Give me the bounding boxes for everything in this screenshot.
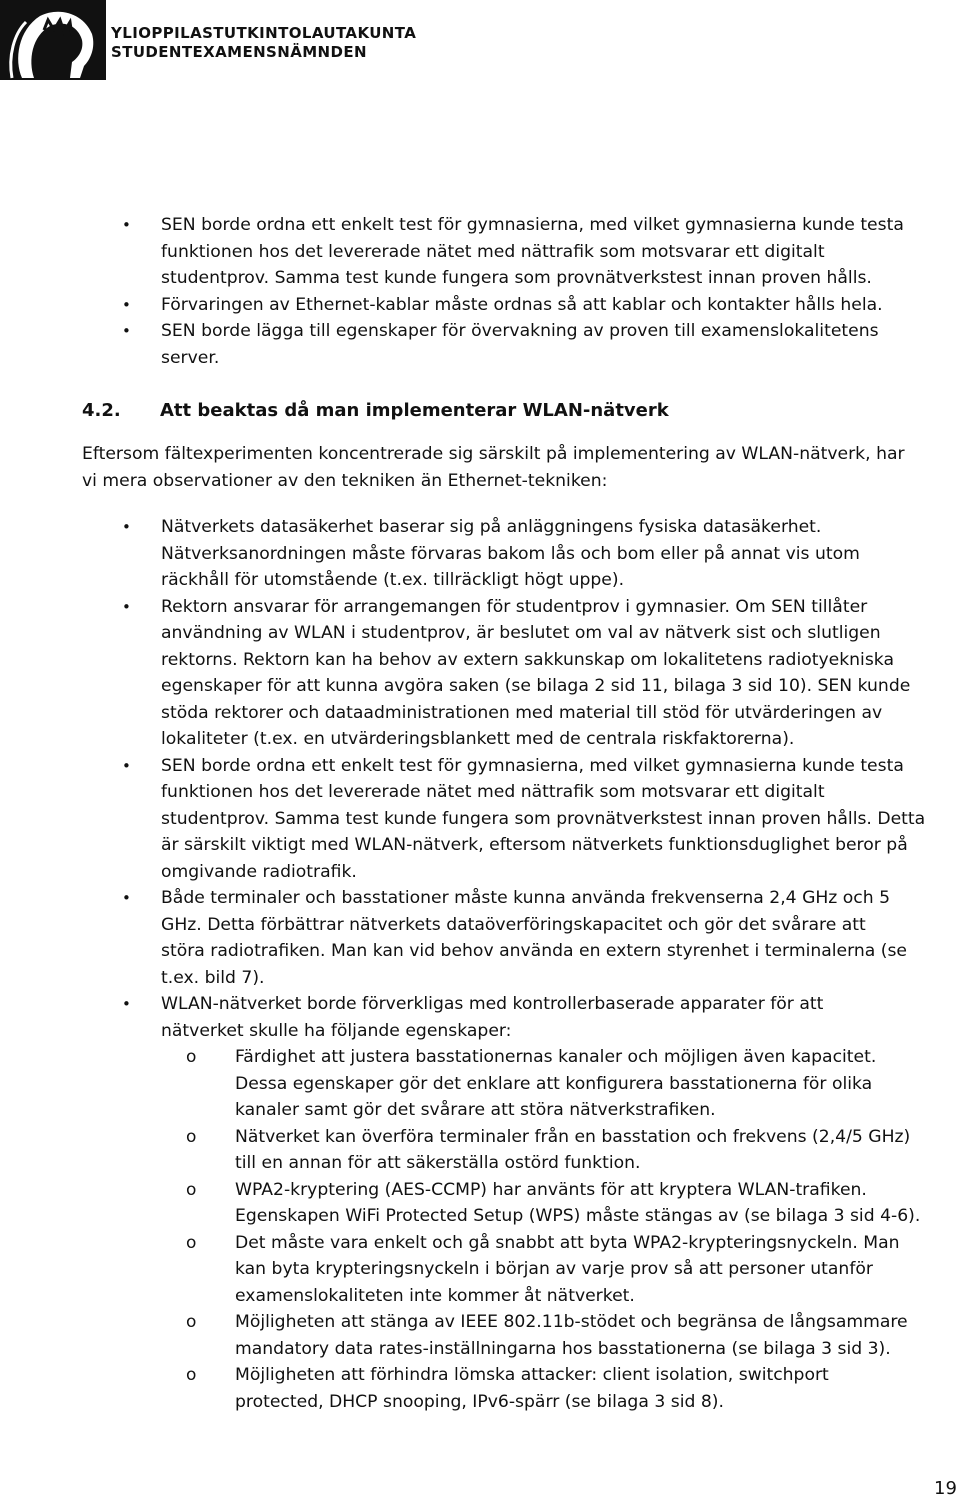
list-item-line: Möjligheten att förhindra lömska attacker: client isolation, switchport: [235, 1365, 829, 1385]
list-item-line: funktionen hos det levererade nätet med nättrafik som motsvarar ett digitalt: [161, 241, 825, 262]
list-item-line: nätverket skulle ha följande egenskaper:: [161, 1020, 512, 1041]
list-item-line: till en annan för att säkerställa ostörd funktion.: [235, 1153, 641, 1173]
section-title: Att beaktas då man implementerar WLAN-nätverk: [160, 400, 669, 421]
bullet-icon: •: [122, 995, 131, 1013]
section-number: 4.2.: [82, 400, 121, 421]
section-heading: [82, 400, 669, 421]
list-item-line: rektorns. Rektorn kan ha behov av extern sakkunskap om lokalitetens radiotyekniska: [161, 649, 894, 670]
intro-line: vi mera observationer av den tekniken än Ethernet-tekniken:: [82, 470, 608, 491]
list-item-line: server.: [161, 347, 220, 368]
list-item-line: stöda rektorer och dataadministrationen med material till stöd för utvärderingen av: [161, 702, 883, 723]
circle-bullet-icon: o: [186, 1126, 197, 1147]
bullet-icon: •: [122, 295, 131, 314]
list-item: [0, 885, 941, 991]
list-item: [0, 753, 941, 886]
list-item-line: omgivande radiotrafik.: [161, 861, 357, 882]
list-item-line: kan byta krypteringsnyckeln i början av varje prov så att personer utanför: [235, 1259, 873, 1279]
list-item-line: lokaliteter (t.ex. en utvärderingsblankett med de centrala riskfaktorerna).: [161, 729, 795, 749]
org-line-1: YLIOPPILASTUTKINTOLAUTAKUNTA: [111, 24, 417, 42]
page-number: 19: [934, 1478, 957, 1499]
list-item-line: studentprov. Samma test kunde fungera som provnätverkstest innan proven hålls.: [161, 268, 872, 288]
list-item-line: protected, DHCP snooping, IPv6-spärr (se bilaga 3 sid 8).: [235, 1391, 724, 1412]
list-item-line: mandatory data rates-inställningarna hos basstationerna (se bilaga 3 sid 3).: [235, 1338, 891, 1359]
list-item-line: Rektorn ansvarar för arrangemangen för studentprov i gymnasier. Om SEN tillåter: [161, 596, 868, 617]
list-item-line: SEN borde ordna ett enkelt test för gymnasierna, med vilket gymnasierna kunde testa: [161, 755, 904, 776]
list-item-line: egenskaper för att kunna avgöra saken (se bilaga 2 sid 11, bilaga 3 sid 10). SEN kunde: [161, 676, 911, 696]
sub-list-item: [0, 1177, 955, 1230]
list-item: [0, 212, 941, 292]
bullet-icon: •: [122, 889, 131, 907]
circle-bullet-icon: o: [186, 1312, 197, 1332]
list-item: [0, 541, 941, 594]
bullet-icon: •: [122, 518, 131, 536]
institution-logo: [0, 0, 106, 80]
list-item-line: Förvaringen av Ethernet-kablar måste ordnas så att kablar och kontakter hålls hela.: [161, 294, 883, 315]
organization-name: [111, 24, 416, 62]
intro-paragraph: [82, 441, 960, 494]
list-item: [0, 991, 941, 1044]
list-item-line: funktionen hos det levererade nätet med nättrafik som motsvarar ett digitalt: [161, 782, 825, 802]
list-item-line: studentprov. Samma test kunde fungera som provnätverkstest innan proven hålls. Detta: [161, 808, 926, 829]
bullet-icon: •: [122, 322, 131, 340]
circle-bullet-icon: o: [186, 1232, 197, 1253]
bullet-list-1: [0, 212, 941, 371]
sub-list-item: [0, 1362, 955, 1415]
list-item-line: Nätverksanordningen måste förvaras bakom lås och bom eller på annat vis utom: [161, 543, 860, 564]
list-item-line: WPA2-kryptering (AES-CCMP) har använts för att kryptera WLAN-trafiken.: [235, 1179, 867, 1200]
bullet-icon: •: [122, 216, 131, 234]
list-item-line: Det måste vara enkelt och gå snabbt att byta WPA2-krypteringsnyckeln. Man: [235, 1232, 900, 1253]
circle-bullet-icon: o: [186, 1365, 197, 1385]
list-item: [0, 292, 941, 319]
sub-list-item: [0, 1124, 955, 1177]
list-item-line: SEN borde lägga till egenskaper för övervakning av proven till examenslokalitetens: [161, 321, 879, 341]
list-item-line: Dessa egenskaper gör det enklare att konfigurera basstationerna för olika: [235, 1073, 873, 1094]
list-item-line: kanaler samt gör det svårare att störa nätverkstrafiken.: [235, 1100, 716, 1120]
list-item-line: SEN borde ordna ett enkelt test för gymnasierna, med vilket gymnasierna kunde testa: [161, 215, 904, 235]
list-item: [0, 594, 941, 753]
bullet-icon: •: [122, 597, 131, 616]
list-item-line: Nätverket kan överföra terminaler från en basstation och frekvens (2,4/5 GHz): [235, 1126, 911, 1147]
list-item-line: Både terminaler och basstationer måste kunna använda frekvenserna 2,4 GHz och 5: [161, 888, 891, 908]
org-line-2: STUDENTEXAMENSNÄMNDEN: [111, 43, 367, 61]
list-item-line: Möjligheten att stänga av IEEE 802.11b-stödet och begränsa de långsammare: [235, 1312, 908, 1332]
list-item-line: räckhåll för utomstående (t.ex. tillräckligt högt uppe).: [161, 570, 625, 590]
list-item-line: examenslokaliteten inte kommer åt nätverket.: [235, 1285, 635, 1306]
list-item-line: Nätverkets datasäkerhet baserar sig på anläggningens fysiska datasäkerhet.: [161, 517, 822, 537]
intro-line: Eftersom fältexperimenten koncentrerade sig särskilt på implementering av WLAN-nätverk, har: [82, 444, 905, 464]
list-item-line: Färdighet att justera basstationernas kanaler och möjligen även kapacitet.: [235, 1047, 877, 1067]
list-item-line: användning av WLAN i studentprov, är beslutet om val av nätverk sist och slutligen: [161, 623, 881, 643]
list-item: [0, 318, 941, 371]
page-header: [0, 0, 960, 80]
bullet-icon: •: [122, 756, 131, 775]
sub-list-item: [0, 1230, 955, 1310]
list-item-line: GHz. Detta förbättrar nätverkets dataöverföringskapacitet och gör det svårare att: [161, 914, 866, 935]
list-item-line: t.ex. bild 7).: [161, 967, 265, 988]
bullet-list-2: [0, 514, 955, 1415]
sub-list-item: [0, 1309, 955, 1362]
list-item-line: WLAN-nätverket borde förverkligas med kontrollerbaserade apparater för att: [161, 994, 824, 1014]
list-item-line: störa radiotrafiken. Man kan vid behov använda en extern styrenhet i terminalerna (se: [161, 941, 908, 961]
circle-bullet-icon: o: [186, 1047, 197, 1067]
list-item-line: är särskilt viktigt med WLAN-nätverk, eftersom nätverkets funktionsduglighet beror på: [161, 835, 908, 855]
list-item-line: Egenskapen WiFi Protected Setup (WPS) måste stängas av (se bilaga 3 sid 4-6).: [235, 1206, 921, 1226]
sub-list-item: [0, 1044, 955, 1124]
list-item: [0, 514, 941, 541]
circle-bullet-icon: o: [186, 1179, 197, 1200]
